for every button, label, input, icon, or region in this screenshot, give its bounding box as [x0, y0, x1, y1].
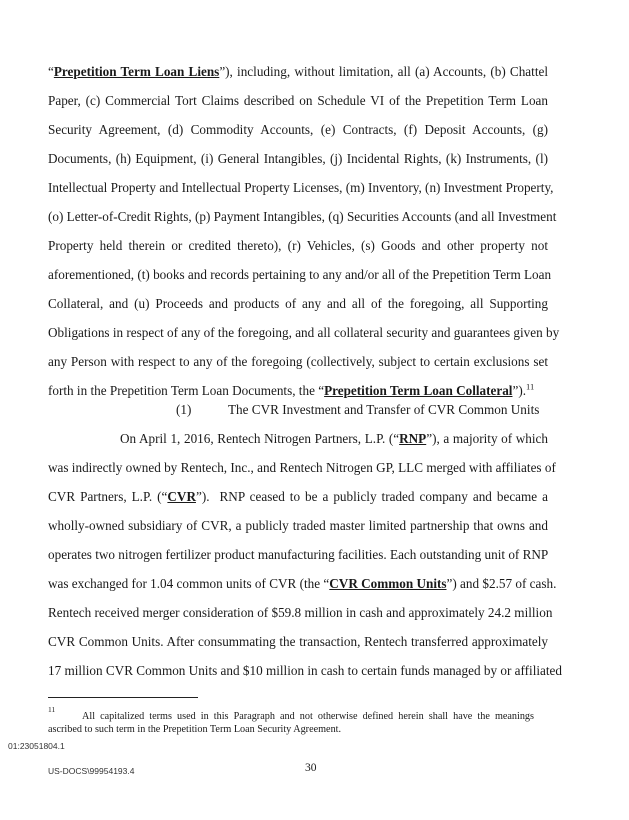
text-run: ”) and $2.57 of cash. [446, 576, 557, 591]
paragraph1-line-2: Paper, (c) Commercial Tort Claims described on Schedule VI of the Prepetition Term Loan [48, 93, 548, 108]
paragraph2-line-8: CVR Common Units. After consummating the transaction, Rentech transferred approximately [48, 634, 548, 649]
paragraph1-line-3: Security Agreement, (d) Commodity Accounts, (e) Contracts, (f) Deposit Accounts, (g) [48, 122, 548, 137]
text-run: ”). RNP ceased to be a publicly traded company and became a [195, 489, 548, 504]
text-run: “ [48, 64, 54, 79]
defined-term: CVR Common Units [329, 576, 447, 591]
paragraph1-line-7: Property held therein or credited thereto), (r) Vehicles, (s) Goods and other property not [48, 238, 548, 253]
paragraph2-line-7: Rentech received merger consideration of $59.8 million in cash and approximately 24.2 million [48, 605, 553, 620]
paragraph2-line-6 [48, 575, 557, 593]
paragraph1-line-6: (o) Letter-of-Credit Rights, (p) Payment Intangibles, (q) Securities Accounts (and all Investment [48, 209, 557, 224]
text-run: CVR Partners, L.P. (“ [48, 489, 168, 504]
footnote-separator [48, 697, 198, 698]
paragraph1-line-12 [48, 382, 548, 400]
section-heading [176, 401, 539, 419]
text-run: On April 1, 2016, Rentech Nitrogen Partners, L.P. (“ [120, 431, 400, 446]
paragraph2-line-2: was indirectly owned by Rentech, Inc., and Rentech Nitrogen GP, LLC merged with affiliates of [48, 460, 556, 475]
section-title: The CVR Investment and Transfer of CVR Common Units [228, 402, 540, 417]
paragraph1-line-5: Intellectual Property and Intellectual Property Licenses, (m) Inventory, (n) Investment Property, [48, 180, 554, 195]
paragraph2-line-1 [120, 430, 548, 448]
footnote-reference[interactable]: 11 [526, 381, 535, 392]
footer-doc-id: US-DOCS\99954193.4 [48, 766, 135, 776]
text-run: was exchanged for 1.04 common units of CVR (the “ [48, 576, 330, 591]
internal-doc-id: 01:23051804.1 [8, 741, 65, 751]
paragraph1-line-11: any Person with respect to any of the foregoing (collectively, subject to certain exclusions set [48, 354, 548, 369]
text-run: forth in the Prepetition Term Loan Documents, the “ [48, 383, 325, 398]
footnote-line-2: ascribed to such term in the Prepetition Term Loan Security Agreement. [48, 724, 342, 735]
defined-term: CVR [167, 489, 196, 504]
text-run: ”), a majority of which [426, 431, 548, 446]
footnote-number: 11 [48, 705, 56, 714]
defined-term: RNP [399, 431, 427, 446]
paragraph1-line-8: aforementioned, (t) books and records pertaining to any and/or all of the Prepetition Term Loan [48, 267, 552, 282]
text-run: ”). [512, 383, 527, 398]
paragraph2-line-4: wholly-owned subsidiary of CVR, a publicly traded master limited partnership that owns and [48, 518, 548, 533]
paragraph1-line-1 [48, 63, 548, 81]
defined-term: Prepetition Term Loan Collateral [324, 383, 513, 398]
section-number: (1) [176, 402, 192, 417]
paragraph2-line-3 [48, 488, 548, 506]
paragraph2-line-9: 17 million CVR Common Units and $10 million in cash to certain funds managed by or affiliated [48, 663, 562, 678]
paragraph2-line-5: operates two nitrogen fertilizer product manufacturing facilities. Each outstanding unit of RNP [48, 547, 549, 562]
page-number: 30 [305, 762, 317, 774]
paragraph1-line-10: Obligations in respect of any of the foregoing, and all collateral security and guarantees given by [48, 325, 560, 340]
defined-term: Prepetition Term Loan Liens [53, 64, 220, 79]
footnote-line-1: All capitalized terms used in this Paragraph and not otherwise defined herein shall have the meanings [82, 711, 534, 722]
paragraph1-line-9: Collateral, and (u) Proceeds and products of any and all of the foregoing, all Supporting [48, 296, 548, 311]
paragraph1-line-4: Documents, (h) Equipment, (i) General Intangibles, (j) Incidental Rights, (k) Instruments, (l) [48, 151, 548, 166]
text-run: ”), including, without limitation, all (a) Accounts, (b) Chattel [219, 64, 548, 79]
